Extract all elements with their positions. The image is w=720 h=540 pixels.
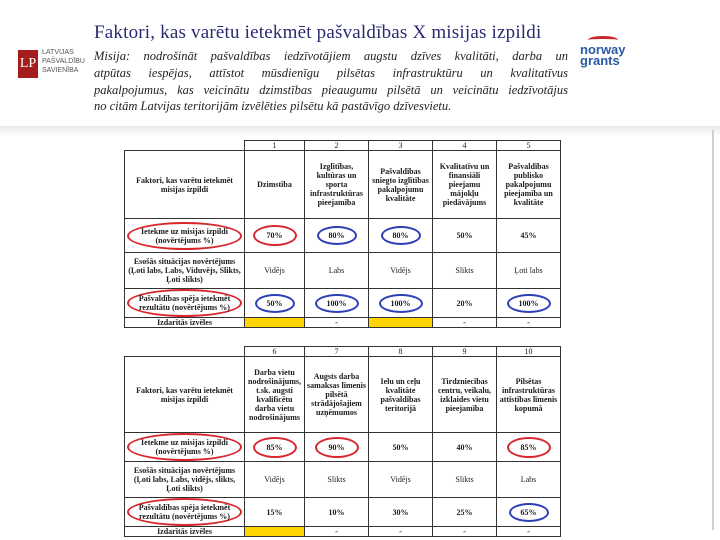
- influence-value: 50%: [456, 231, 473, 240]
- factors-table-2: [124, 346, 561, 537]
- ability-row-label-text: Pašvaldības spēja ietekmēt rezultātu (novērtējums %): [127, 289, 242, 317]
- ability-value: 50%: [255, 294, 295, 313]
- influence-cell: [369, 219, 433, 253]
- influence-row-label: [125, 433, 245, 462]
- influence-cell: [497, 219, 561, 253]
- ability-row-label: [125, 498, 245, 527]
- choice-cell: -: [433, 527, 497, 537]
- column-number: 8: [369, 347, 433, 357]
- influence-cell: [245, 433, 305, 462]
- table-row: [125, 151, 561, 219]
- ability-cell: [433, 289, 497, 318]
- norway-grants-logo: [580, 44, 640, 84]
- influence-cell: [305, 219, 369, 253]
- ability-cell: [497, 289, 561, 318]
- column-number: 10: [497, 347, 561, 357]
- column-number: 7: [305, 347, 369, 357]
- table-row: [125, 141, 561, 151]
- situation-cell: Ļoti labs: [497, 253, 561, 289]
- mission-line: no citām Latvijas teritorijām izvēlēties pilsētu kā pastāvīgo dzīvesvietu.: [94, 99, 452, 114]
- table-row: [125, 357, 561, 433]
- factor-name: Dzimstība: [245, 151, 305, 219]
- choice-row-label: Izdarītās izvēles: [125, 527, 245, 537]
- table-row: [125, 433, 561, 462]
- choice-cell: -: [433, 318, 497, 328]
- factor-name: Darba vietu nodrošinājums, t.sk. augsti kvalificētu darba vietu nodrošinājums: [245, 357, 305, 433]
- choice-cell: [245, 527, 305, 537]
- influence-cell: [433, 433, 497, 462]
- choice-cell: -: [305, 527, 369, 537]
- influence-value: 80%: [381, 226, 421, 245]
- ability-value: 15%: [266, 507, 283, 517]
- table-row: [125, 462, 561, 498]
- situation-cell: Vidējs: [245, 462, 305, 498]
- right-edge-divider: [712, 130, 714, 530]
- table-row: [125, 219, 561, 253]
- influence-value: 90%: [315, 437, 359, 458]
- ability-value: 65%: [509, 503, 549, 522]
- influence-cell: [305, 433, 369, 462]
- situation-cell: Slikts: [305, 462, 369, 498]
- column-number: 6: [245, 347, 305, 357]
- situation-cell: Labs: [497, 462, 561, 498]
- factors-header-label: Faktori, kas varētu ietekmēt misijas izpildi: [125, 357, 245, 433]
- choice-cell: -: [369, 527, 433, 537]
- lps-logo-text: [42, 48, 85, 75]
- influence-row-label-text: Ietekme uz misijas izpildi (novērtējums %): [127, 222, 242, 250]
- ability-value: 30%: [392, 507, 409, 517]
- lps-logo-line: PAŠVALDĪBU: [42, 58, 85, 65]
- factor-name: Pašvaldības sniegto izglītības pakalpojumu kvalitāte: [369, 151, 433, 219]
- choice-cell: -: [497, 527, 561, 537]
- ability-cell: [305, 498, 369, 527]
- factor-name: Augsts darba samaksas līmenis pilsētā strādājošajiem uzņēmumos: [305, 357, 369, 433]
- situation-row-label: Esošās situācijas novērtējums (Ļoti labs, Labs, vidējs, slikts, Ļoti slikts): [125, 462, 245, 498]
- table-row: [125, 498, 561, 527]
- situation-cell: Vidējs: [369, 462, 433, 498]
- ability-cell: [369, 289, 433, 318]
- ability-value: 100%: [507, 294, 551, 313]
- ability-cell: [497, 498, 561, 527]
- factor-name: Pilsētas infrastruktūras attīstības līmenis kopumā: [497, 357, 561, 433]
- table-row: [125, 527, 561, 537]
- influence-value: 70%: [253, 225, 297, 246]
- table-row: [125, 318, 561, 328]
- slide-title: Faktori, kas varētu ietekmēt pašvaldības X misijas izpildi: [94, 22, 542, 43]
- choice-cell: -: [305, 318, 369, 328]
- column-number: 4: [433, 141, 497, 151]
- ability-row-label-text: Pašvaldības spēja ietekmēt rezultātu (novērtējums %): [127, 498, 242, 526]
- header-divider: [0, 126, 720, 136]
- column-number: 5: [497, 141, 561, 151]
- lps-logo: [12, 46, 88, 104]
- mission-line: atpūtas iespējas, attīstot mūsdienīgu pilsētas infrastruktūru un kvalitatīvus: [94, 65, 568, 80]
- ability-cell: [369, 498, 433, 527]
- situation-cell: Vidējs: [369, 253, 433, 289]
- mission-line: pakalpojumus, kas veicinātu dzimstības pieaugumu pilsētā un veicinātu iedzīvotājus: [94, 82, 568, 97]
- norway-grants-line: grants: [580, 53, 620, 68]
- factor-name: Izglītības, kultūras un sporta infrastruktūras pieejamība: [305, 151, 369, 219]
- column-number: 3: [369, 141, 433, 151]
- situation-row-label: Esošās situācijas novērtējums (Ļoti labs, Labs, Viduvējs, Slikts, Ļoti slikts): [125, 253, 245, 289]
- influence-value: 80%: [317, 226, 357, 245]
- choice-cell: [245, 318, 305, 328]
- influence-row-label-text: Ietekme uz misijas izpildi (novērtējums %): [127, 433, 242, 461]
- ability-cell: [433, 498, 497, 527]
- lps-logo-line: SAVIENĪBA: [42, 67, 79, 74]
- table-row: [125, 347, 561, 357]
- mission-statement: [94, 48, 568, 115]
- ability-cell: [245, 498, 305, 527]
- situation-cell: Vidējs: [245, 253, 305, 289]
- ability-value: 100%: [379, 294, 423, 313]
- norway-grants-line: norway: [580, 42, 626, 57]
- influence-cell: [497, 433, 561, 462]
- ability-row-label: [125, 289, 245, 318]
- norway-grants-swoosh-icon: [588, 36, 618, 44]
- influence-row-label: [125, 219, 245, 253]
- influence-cell: [369, 433, 433, 462]
- factor-name: Tirdzniecības centru, veikalu, izklaides vietu pieejamība: [433, 357, 497, 433]
- table-row: [125, 289, 561, 318]
- factors-table-1: [124, 140, 561, 328]
- influence-value: 85%: [253, 437, 297, 458]
- influence-cell: [245, 219, 305, 253]
- column-number: 2: [305, 141, 369, 151]
- influence-value: 40%: [456, 442, 473, 452]
- situation-cell: Slikts: [433, 253, 497, 289]
- influence-cell: [433, 219, 497, 253]
- ability-value: 20%: [456, 298, 473, 308]
- mission-line: Misija: nodrošināt pašvaldības iedzīvotājiem augstu dzīves kvalitāti, darba un: [94, 49, 568, 63]
- situation-cell: Slikts: [433, 462, 497, 498]
- factors-header-label: Faktori, kas varētu ietekmēt misijas izpildi: [125, 151, 245, 219]
- choice-cell: -: [497, 318, 561, 328]
- influence-value: 50%: [392, 442, 409, 452]
- choice-row-label: Izdarītās izvēles: [125, 318, 245, 328]
- ability-value: 100%: [315, 294, 359, 313]
- ability-cell: [305, 289, 369, 318]
- ability-cell: [245, 289, 305, 318]
- lps-logo-mark: LP: [18, 50, 38, 78]
- column-number: 9: [433, 347, 497, 357]
- table-corner-cell: [125, 141, 245, 151]
- table-corner-cell: [125, 347, 245, 357]
- table-row: [125, 253, 561, 289]
- ability-value: 25%: [456, 507, 473, 517]
- factor-name: Pašvaldības publisko pakalpojumu pieejamība un kvalitāte: [497, 151, 561, 219]
- influence-value: 45%: [520, 231, 537, 240]
- column-number: 1: [245, 141, 305, 151]
- lps-logo-line: LATVIJAS: [42, 49, 74, 56]
- factor-name: Kvalitatīvu un finansiāli pieejamu mājokļu piedāvājums: [433, 151, 497, 219]
- factor-name: Ielu un ceļu kvalitāte pašvaldības teritorijā: [369, 357, 433, 433]
- ability-value: 10%: [328, 507, 345, 517]
- influence-value: 85%: [507, 437, 551, 458]
- situation-cell: Labs: [305, 253, 369, 289]
- choice-cell: [369, 318, 433, 328]
